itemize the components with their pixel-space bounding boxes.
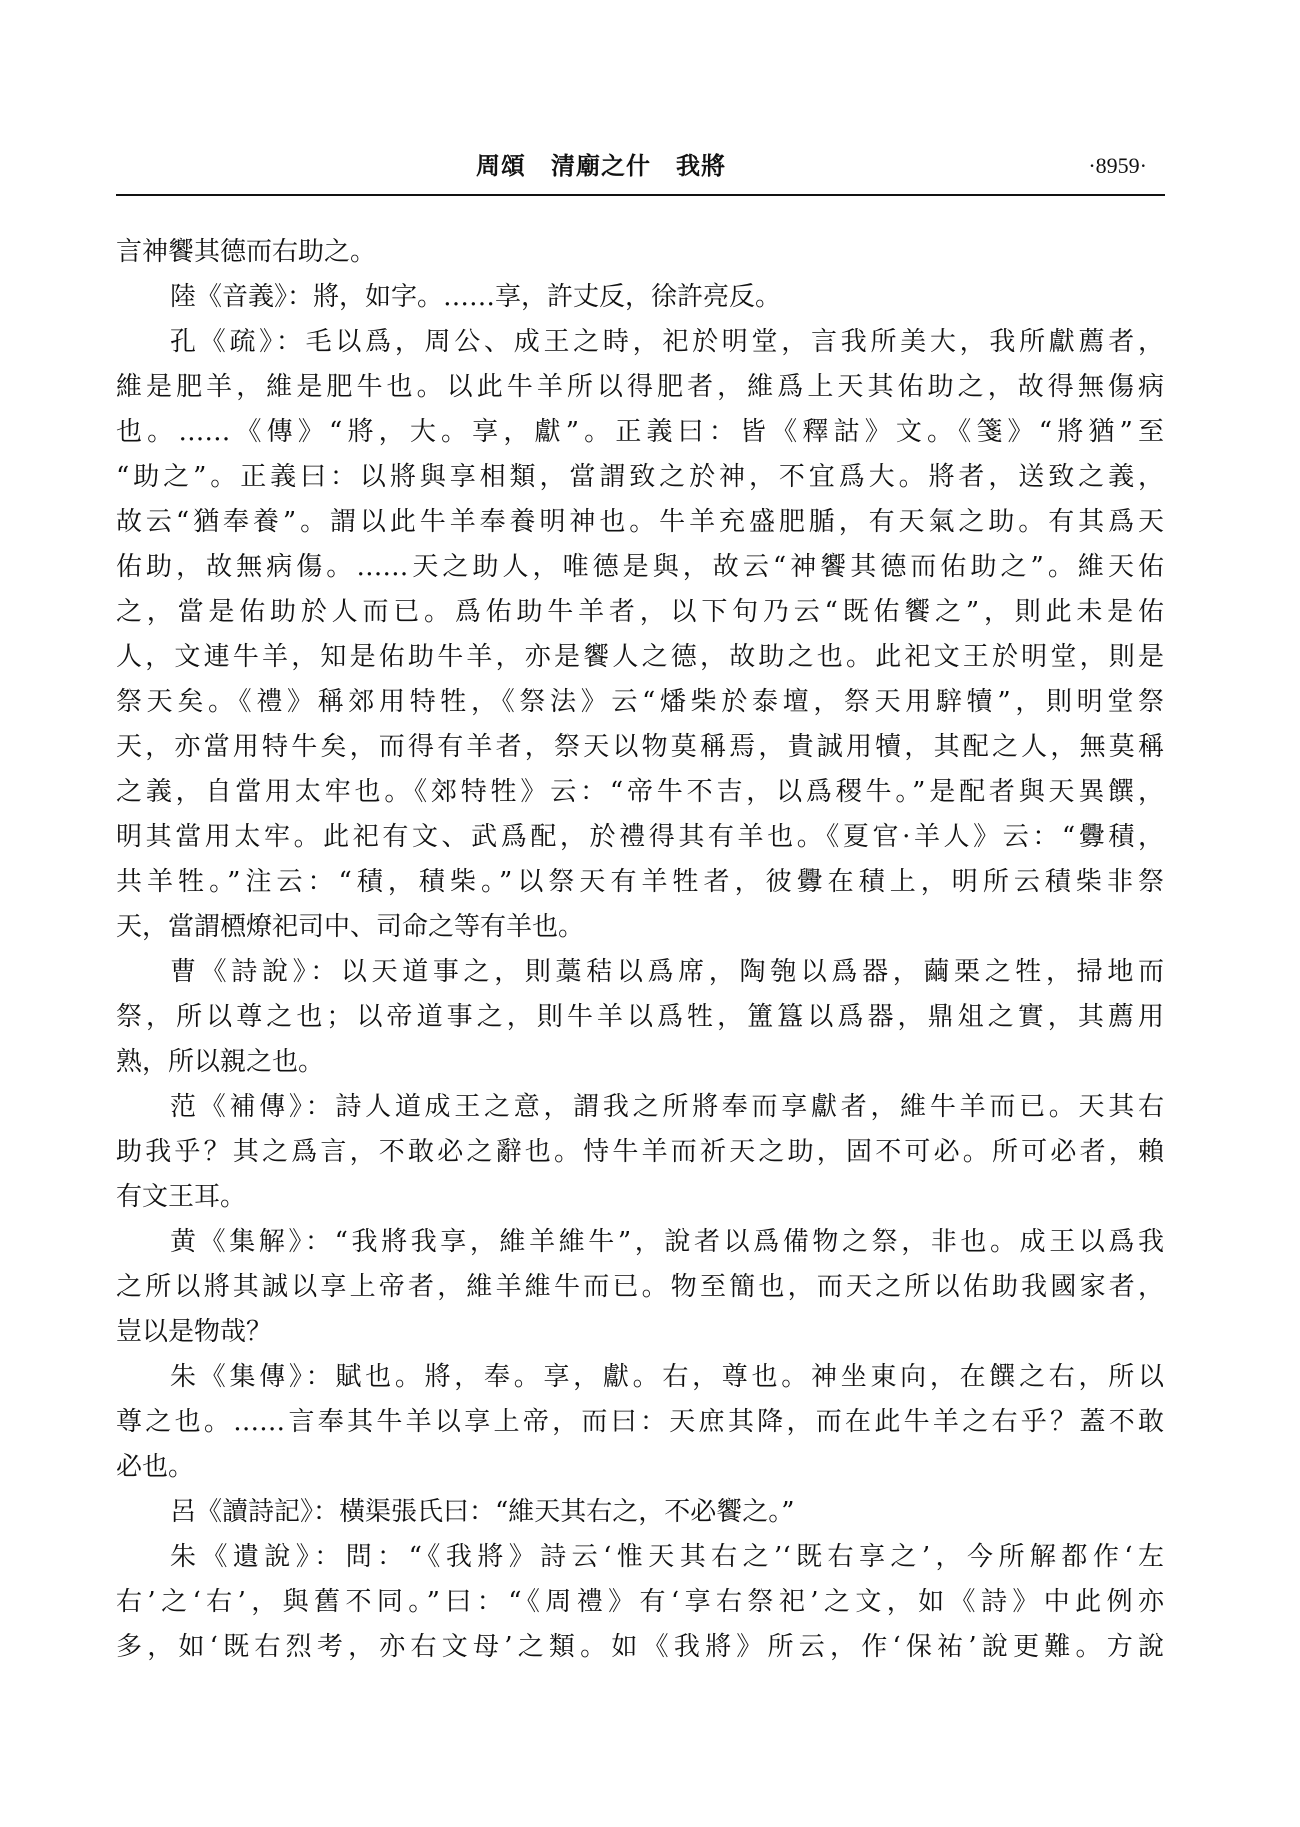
header-title: 周頌 清廟之什 我將 — [476, 151, 726, 180]
text-line: 陸《音義》：將，如字。……享，許丈反，徐許亮反。 — [170, 282, 782, 312]
text-line: 朱《集傳》：賦也。將，奉。享，獻。右，尊也。神坐東向，在饌之右，所以 — [170, 1362, 1164, 1392]
text-line: 黄《集解》：“我將我享，維羊維牛”，說者以爲備物之祭，非也。成王以爲我 — [170, 1227, 1164, 1257]
text-line: 多，如‘既右烈考，亦右文母’之類。如《我將》所云，作‘保祐’說更難。方說 — [116, 1632, 1164, 1662]
running-header — [116, 148, 1165, 184]
text-line: 共羊牲。”注云：“積，積柴。”以祭天有羊牲者，彼釁在積上，明所云積柴非祭 — [116, 867, 1164, 897]
text-line: 朱《遺說》：問：“《我將》詩云‘惟天其右之’‘既右享之’，今所解都作‘左 — [170, 1542, 1164, 1572]
text-line: 之所以將其誠以享上帝者，維羊維牛而已。物至簡也，而天之所以佑助我國家者， — [116, 1272, 1164, 1302]
body-text — [116, 230, 1164, 1670]
text-line: 佑助，故無病傷。……天之助人，唯德是與，故云“神饗其德而佑助之”。維天佑 — [116, 552, 1164, 582]
text-line: 祭，所以尊之也；以帝道事之，則牛羊以爲牲，簠簋以爲器，鼎俎之實，其薦用 — [116, 1002, 1164, 1032]
text-line: 曹《詩說》：以天道事之，則藁秸以爲席，陶匏以爲器，繭栗之牲，掃地而 — [170, 957, 1164, 987]
text-line: 人，文連牛羊，知是佑助牛羊，亦是饗人之德，故助之也。此祀文王於明堂，則是 — [116, 642, 1164, 672]
text-line: 天，亦當用特牛矣，而得有羊者，祭天以物莫稱焉，貴誠用犢，其配之人，無莫稱 — [116, 732, 1164, 762]
text-line: 熟，所以親之也。 — [116, 1047, 325, 1077]
text-line: 呂《讀詩記》：橫渠張氏曰：“維天其右之，不必饗之。” — [170, 1497, 795, 1527]
text-line: 天，當謂槱燎祀司中、司命之等有羊也。 — [116, 912, 585, 942]
page-number: ·8959· — [1088, 153, 1147, 178]
text-line: 言神饗其德而右助之。 — [116, 237, 377, 267]
text-line: 祭天矣。《禮》稱郊用特牲，《祭法》云“燔柴於泰壇，祭天用騂犢”，則明堂祭 — [116, 687, 1164, 717]
text-line: “助之”。正義曰：以將與享相類，當謂致之於神，不宜爲大。將者，送致之義， — [116, 462, 1164, 492]
text-line: 尊之也。……言奉其牛羊以享上帝，而曰：天庶其降，而在此牛羊之右乎？蓋不敢 — [116, 1407, 1164, 1437]
text-line: 必也。 — [116, 1452, 195, 1482]
text-line: 故云“猶奉養”。謂以此牛羊奉養明神也。牛羊充盛肥腯，有天氣之助。有其爲天 — [116, 507, 1164, 537]
text-line: 孔《疏》：毛以爲，周公、成王之時，祀於明堂，言我所美大，我所獻薦者， — [170, 327, 1164, 357]
header-rule — [116, 194, 1165, 196]
text-line: 助我乎？其之爲言，不敢必之辭也。恃牛羊而祈天之助，固不可必。所可必者，賴 — [116, 1137, 1164, 1167]
text-line: 明其當用太牢。此祀有文、武爲配，於禮得其有羊也。《夏官·羊人》云：“釁積， — [116, 822, 1164, 852]
text-line: 之，當是佑助於人而已。爲佑助牛羊者，以下句乃云“既佑饗之”，則此未是佑 — [116, 597, 1164, 627]
text-line: 也。……《傳》“將，大。享，獻”。正義曰：皆《釋詁》文。《箋》“將猶”至 — [116, 417, 1164, 447]
text-line: 維是肥羊，維是肥牛也。以此牛羊所以得肥者，維爲上天其佑助之，故得無傷病 — [116, 372, 1164, 402]
text-line: 范《補傳》：詩人道成王之意，謂我之所將奉而享獻者，維牛羊而已。天其右 — [170, 1092, 1164, 1122]
text-line: 有文王耳。 — [116, 1182, 247, 1212]
text-line: 之義，自當用太牢也。《郊特牲》云：“帝牛不吉，以爲稷牛。”是配者與天異饌， — [116, 777, 1164, 807]
text-line: 豈以是物哉？ — [116, 1317, 273, 1347]
text-line: 右’之‘右’，與舊不同。”曰：“《周禮》有‘享右祭祀’之文，如《詩》中此例亦 — [116, 1587, 1164, 1617]
